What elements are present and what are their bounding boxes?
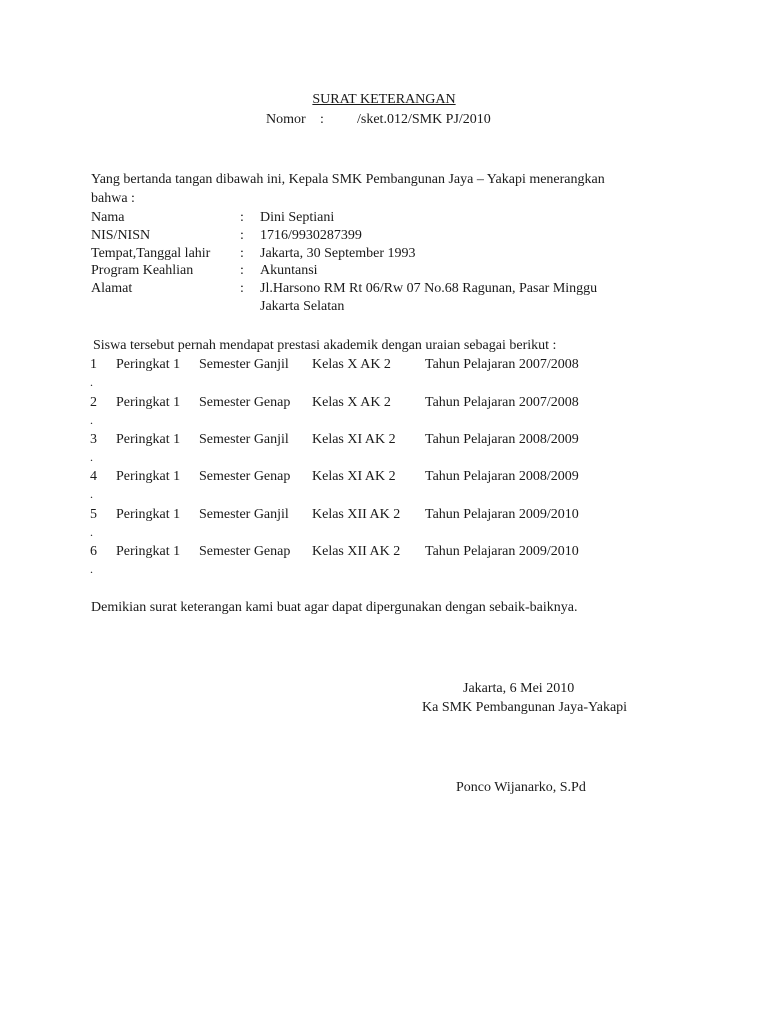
field-colon: :: [240, 246, 244, 261]
achievement-year: Tahun Pelajaran 2009/2010: [425, 544, 579, 559]
achievement-year: Tahun Pelajaran 2008/2009: [425, 469, 579, 484]
achievement-semester: Semester Ganjil: [199, 507, 289, 522]
achievement-year: Tahun Pelajaran 2009/2010: [425, 507, 579, 522]
achievement-semester: Semester Ganjil: [199, 357, 289, 372]
letter-number-value: /sket.012/SMK PJ/2010: [357, 112, 491, 127]
achievement-number: 3: [90, 432, 97, 447]
achievement-class: Kelas X AK 2: [312, 357, 391, 372]
achievement-semester: Semester Genap: [199, 395, 291, 410]
achievement-number: 4: [90, 469, 97, 484]
achievement-rank: Peringkat 1: [116, 357, 181, 372]
letter-number-colon: :: [320, 112, 324, 127]
achievement-number: 5: [90, 507, 97, 522]
field-label: Program Keahlian: [91, 263, 194, 278]
achievement-rank: Peringkat 1: [116, 469, 181, 484]
field-value: 1716/9930287399: [260, 228, 362, 243]
field-colon: :: [240, 210, 244, 225]
letter-title: SURAT KETERANGAN: [312, 92, 456, 107]
letter-number: [266, 111, 491, 128]
closing-statement: Demikian surat keterangan kami buat agar dapat dipergunakan dengan sebaik-baiknya.: [91, 600, 578, 615]
achievement-class: Kelas XI AK 2: [312, 469, 396, 484]
achievement-class: Kelas XII AK 2: [312, 507, 401, 522]
field-label: Nama: [91, 210, 125, 225]
field-colon: :: [240, 228, 244, 243]
signature-position: Ka SMK Pembangunan Jaya-Yakapi: [422, 700, 628, 715]
field-value: Jl.Harsono RM Rt 06/Rw 07 No.68 Ragunan, Pasar Minggu: [260, 281, 598, 296]
field-value-continuation: Jakarta Selatan: [260, 299, 345, 314]
field-value: Akuntansi: [260, 263, 318, 278]
signature-place-date: Jakarta, 6 Mei 2010: [463, 681, 575, 696]
signature-name: Ponco Wijanarko, S.Pd: [456, 780, 586, 795]
achievement-rank: Peringkat 1: [116, 507, 181, 522]
achievement-semester: Semester Genap: [199, 469, 291, 484]
achievement-year: Tahun Pelajaran 2007/2008: [425, 357, 579, 372]
achievement-number: 2: [90, 395, 97, 410]
field-colon: :: [240, 263, 244, 278]
intro-line-2: bahwa :: [91, 191, 135, 206]
field-label: Tempat,Tanggal lahir: [91, 246, 211, 261]
letter-number-label: Nomor: [266, 112, 306, 127]
field-label: Alamat: [91, 281, 133, 296]
achievement-rank: Peringkat 1: [116, 544, 181, 559]
field-value: Dini Septiani: [260, 210, 335, 225]
achievement-class: Kelas XI AK 2: [312, 432, 396, 447]
achievement-rank: Peringkat 1: [116, 395, 181, 410]
field-colon: :: [240, 281, 244, 296]
achievements-intro: Siswa tersebut pernah mendapat prestasi akademik dengan uraian sebagai berikut :: [93, 338, 557, 353]
achievement-year: Tahun Pelajaran 2008/2009: [425, 432, 579, 447]
achievement-rank: Peringkat 1: [116, 432, 181, 447]
achievement-number: 1: [90, 357, 97, 372]
achievement-number: 6: [90, 544, 97, 559]
achievement-year: Tahun Pelajaran 2007/2008: [425, 395, 579, 410]
field-label: NIS/NISN: [91, 228, 151, 243]
achievement-semester: Semester Genap: [199, 544, 291, 559]
achievement-class: Kelas X AK 2: [312, 395, 391, 410]
achievement-semester: Semester Ganjil: [199, 432, 289, 447]
achievement-class: Kelas XII AK 2: [312, 544, 401, 559]
intro-line-1: Yang bertanda tangan dibawah ini, Kepala SMK Pembangunan Jaya – Yakapi menerangkan: [91, 172, 605, 187]
field-value: Jakarta, 30 September 1993: [260, 246, 416, 261]
